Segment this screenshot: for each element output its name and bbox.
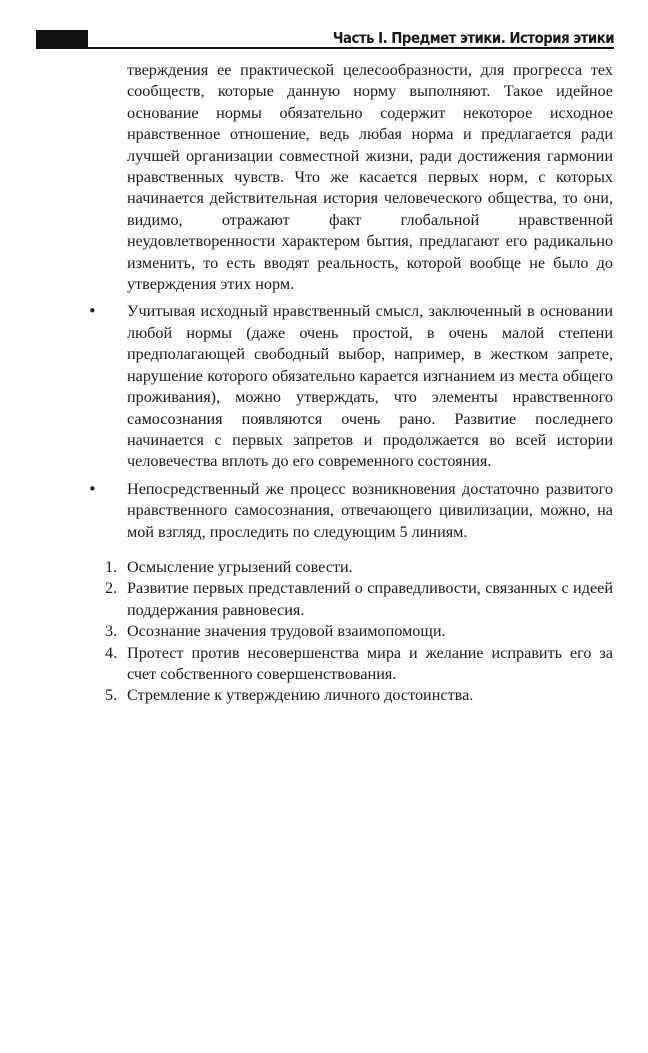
item-text: Протест против несовершенства мира и желание исправить его за счет собственного совершенствования.	[127, 643, 613, 683]
numbered-item-4	[105, 643, 613, 686]
header-rule	[36, 47, 614, 49]
page-body	[0, 60, 648, 707]
numbered-item-1	[105, 557, 613, 578]
bullet-icon: •	[88, 302, 97, 321]
item-text: Осмысление угрызений совести.	[127, 557, 353, 576]
item-number: 4.	[105, 643, 118, 662]
numbered-item-5	[105, 685, 613, 706]
item-number: 3.	[105, 622, 118, 641]
bullet-icon: •	[88, 479, 97, 498]
bullet-text: Учитывая исходный нравственный смысл, заключенный в основании любой нормы (даже очень простой, в очень малой степени предполагающей свободный выбор, например, в жестком запрете, нарушение которого обязательно карается изгнанием из места общего проживания), можно утверждать, что элементы нравственного самосознания появляются очень рано. Развитие последнего начинается с первых запретов и продолжается во всей истории человечества вплоть до его современного состояния.	[127, 302, 613, 471]
header-black-bar	[36, 30, 88, 48]
numbered-item-2	[105, 578, 613, 621]
bullet-text: Непосредственный же процесс возникновения достаточно развитого нравственного самосознания, отвечающего цивилизации, можно, на мой взгляд, проследить по следующим 5 линиям.	[127, 479, 613, 541]
numbered-list	[0, 557, 648, 707]
item-number: 2.	[105, 579, 118, 598]
item-number: 5.	[105, 686, 118, 705]
item-text: Развитие первых представлений о справедливости, связанных с идеей поддержания равновесия.	[127, 579, 613, 619]
running-header	[36, 28, 614, 50]
numbered-item-3	[105, 621, 613, 642]
continuation-paragraph: тверждения ее практической целесообразности, для прогресса тех сообществ, которые данную норму выполняют. Такое идейное основание нормы обязательно содержит некоторое исходное нравственное отношение, ведь любая норма и предлагается ради лучшей организации совместной жизни, ради достижения гармонии нравственных чувств. Что же касается первых норм, с которых начинается действительная история человеческого общества, то они, видимо, отражают факт глобальной нравственной неудовлетворенности характером бытия, предлагают его радикально изменить, то есть вводят реальность, которой вообще не было до утверждения этих норм.	[127, 61, 613, 294]
running-header-title: Часть I. Предмет этики. История этики	[332, 29, 614, 47]
bullet-item-1	[88, 301, 613, 472]
item-text: Осознание значения трудовой взаимопомощи.	[127, 622, 446, 641]
item-number: 1.	[105, 557, 118, 576]
item-text: Стремление к утверждению личного достоинства.	[127, 686, 474, 705]
bullet-item-2	[88, 479, 613, 543]
